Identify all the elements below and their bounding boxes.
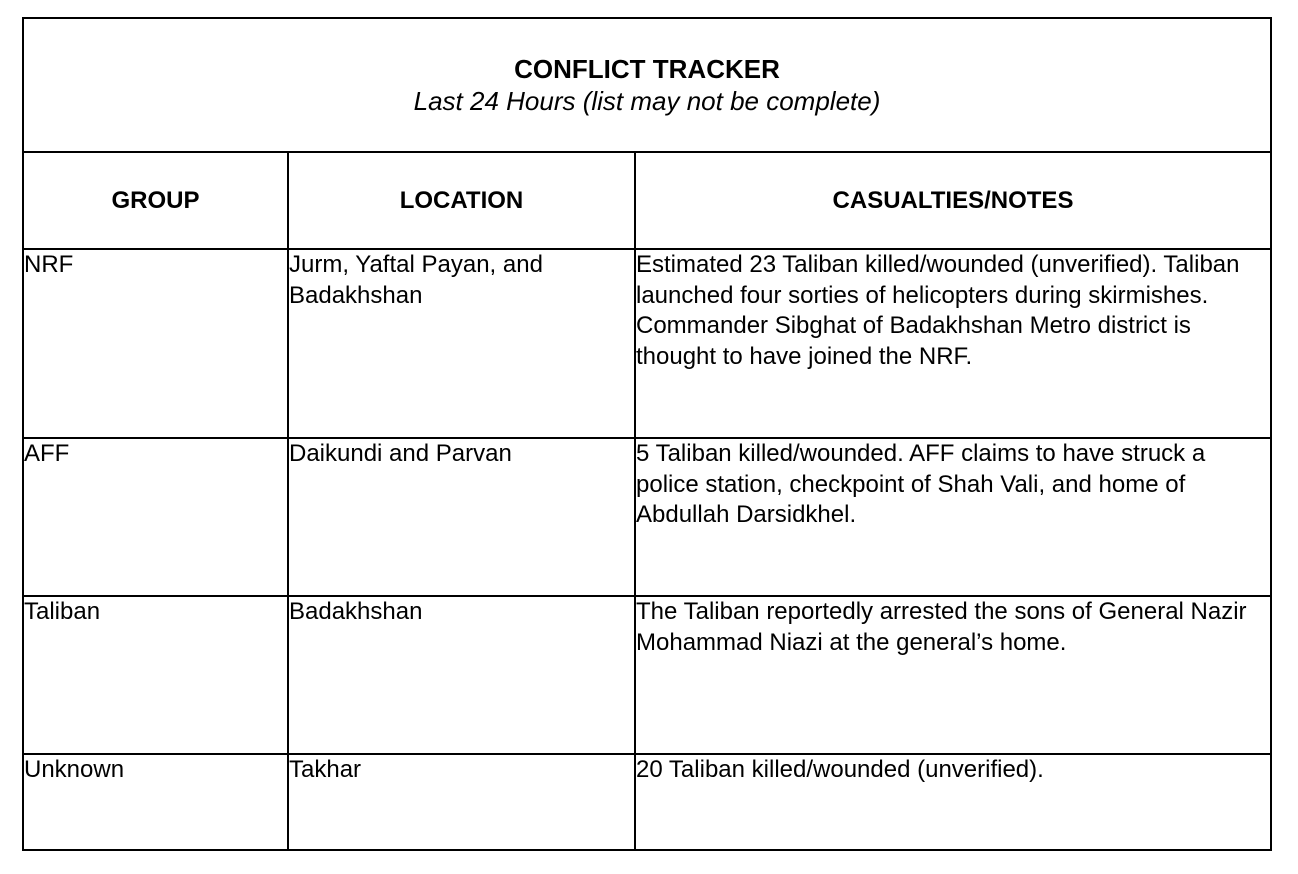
notes-cell: 20 Taliban killed/wounded (unverified).: [635, 754, 1271, 850]
column-header-group: GROUP: [23, 152, 288, 249]
conflict-tracker-table: [22, 17, 1272, 851]
group-cell: NRF: [23, 249, 288, 438]
table-row: [23, 754, 1271, 850]
table-subtitle: Last 24 Hours (list may not be complete): [413, 86, 881, 116]
table-row: [23, 438, 1271, 596]
notes-cell: Estimated 23 Taliban killed/wounded (unverified). Taliban launched four sorties of helicopters during skirmishes. Commander Sibghat of Badakhshan Metro district is thought to have joined the NRF.: [635, 249, 1271, 438]
location-cell: Daikundi and Parvan: [288, 438, 635, 596]
location-cell: Badakhshan: [288, 596, 635, 754]
notes-cell: The Taliban reportedly arrested the sons of General Nazir Mohammad Niazi at the general’s home.: [635, 596, 1271, 754]
table-row: [23, 596, 1271, 754]
group-cell: Taliban: [23, 596, 288, 754]
group-cell: Unknown: [23, 754, 288, 850]
title-cell: [23, 18, 1271, 152]
title-row: [23, 18, 1271, 152]
group-cell: AFF: [23, 438, 288, 596]
column-header-location: LOCATION: [288, 152, 635, 249]
notes-cell: 5 Taliban killed/wounded. AFF claims to have struck a police station, checkpoint of Shah Vali, and home of Abdullah Darsidkhel.: [635, 438, 1271, 596]
column-header-notes: CASUALTIES/NOTES: [635, 152, 1271, 249]
table-title: CONFLICT TRACKER: [514, 54, 780, 84]
location-cell: Takhar: [288, 754, 635, 850]
location-cell: Jurm, Yaftal Payan, and Badakhshan: [288, 249, 635, 438]
table-row: [23, 249, 1271, 438]
column-header-row: [23, 152, 1271, 249]
